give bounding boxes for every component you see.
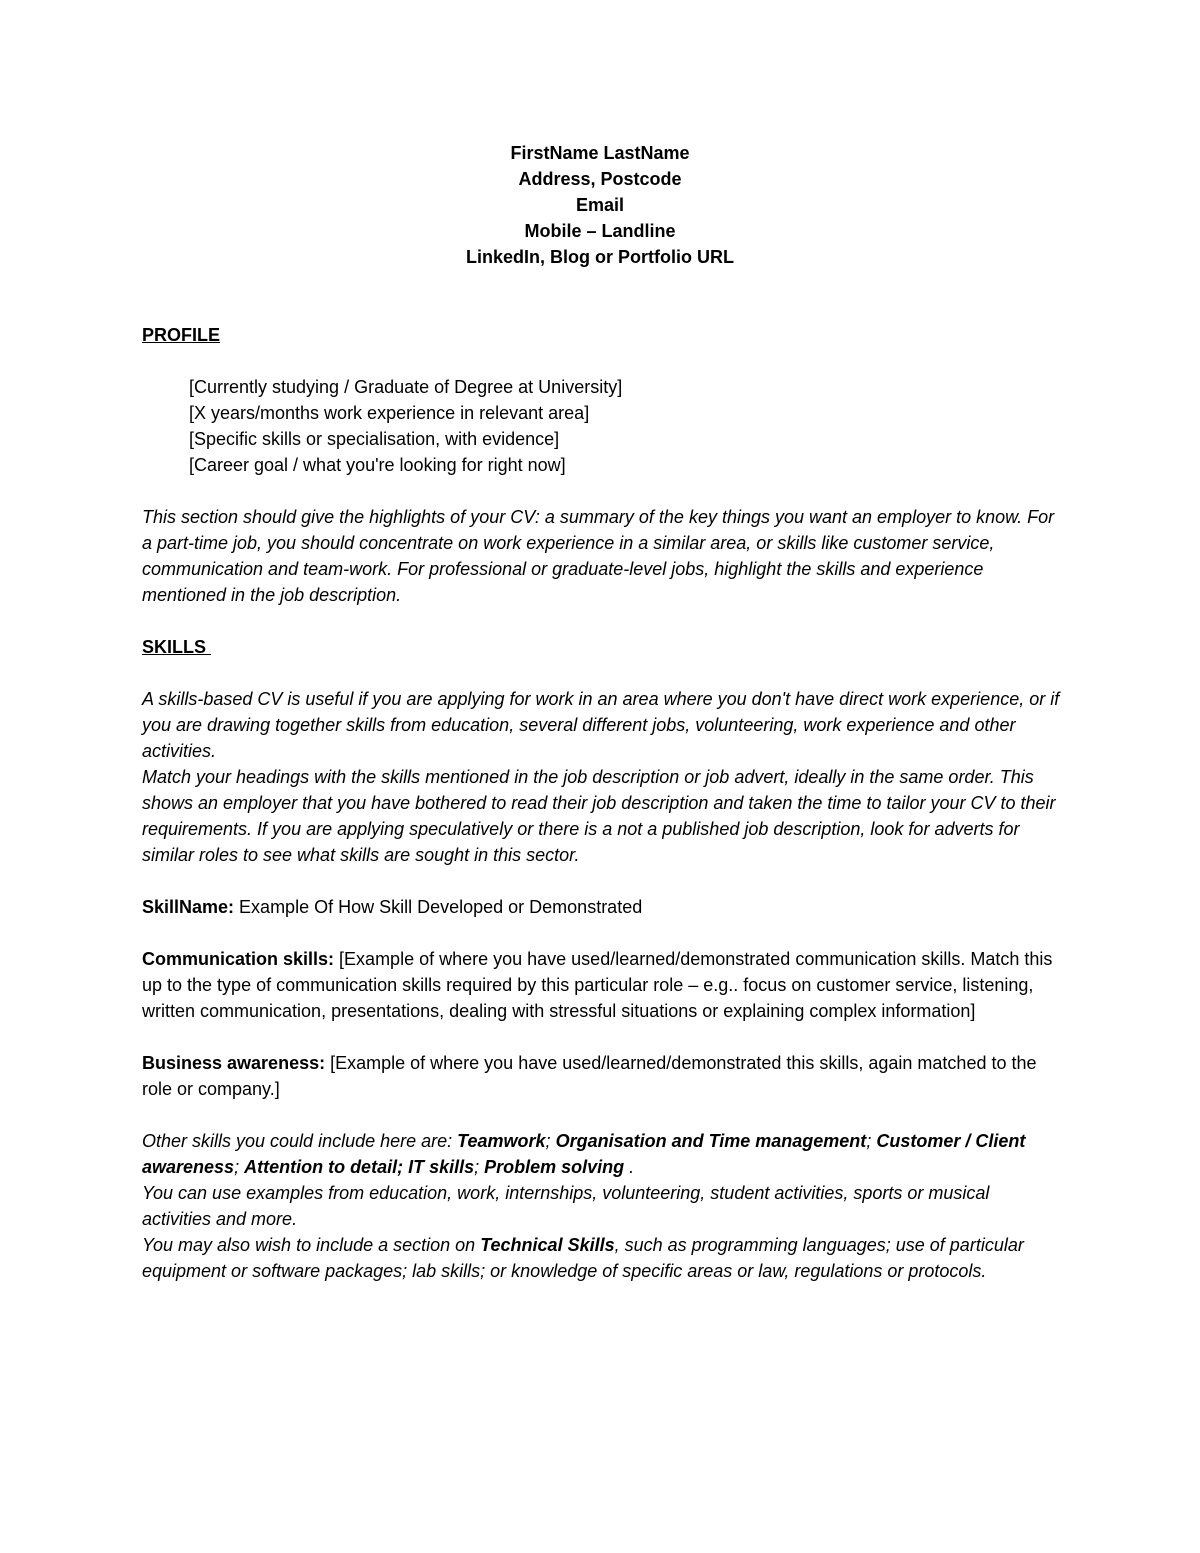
other-skills-intro: Other skills you could include here are: (142, 1131, 458, 1151)
skills-heading: SKILLS (142, 637, 212, 657)
other-skills-line (142, 1128, 1062, 1180)
profile-heading: PROFILE (142, 325, 221, 345)
skill-communication-label: Communication skills: (142, 949, 335, 969)
separator: ; (474, 1157, 485, 1177)
skill-communication-text: [Example of where you have used/learned/demonstrated communication skills. Match this up to the type of communication skills required by this particular role – e.g.. focus on customer service, listening, written communication, presentations, dealing with stressful situations or explaining complex information] (142, 949, 1053, 1021)
profile-item-study: [Currently studying / Graduate of Degree at University] (189, 377, 623, 397)
separator: ; (545, 1131, 556, 1151)
technical-intro: You may also wish to include a section on (142, 1235, 481, 1255)
candidate-address: Address, Postcode (518, 169, 682, 189)
spacer (142, 920, 1062, 946)
skill-template-label: SkillName: (142, 897, 235, 917)
candidate-phone: Mobile – Landline (524, 221, 676, 241)
skills-guidance-intro: A skills-based CV is useful if you are applying for work in an area where you don't have direct work experience, or if you are drawing together skills from education, several different jobs, volunteering, work experience and other activities. (142, 689, 1060, 761)
candidate-links: LinkedIn, Blog or Portfolio URL (466, 247, 734, 267)
skill-communication-entry (142, 946, 1062, 1024)
spacer (142, 270, 1062, 322)
technical-skills-line (142, 1232, 1062, 1284)
technical-skills-label: Technical Skills (480, 1235, 615, 1255)
skill-business-entry (142, 1050, 1062, 1102)
separator: ; (866, 1131, 877, 1151)
profile-list (142, 374, 1062, 478)
separator: ; (234, 1157, 245, 1177)
candidate-name: FirstName LastName (510, 143, 690, 163)
spacer (142, 660, 1062, 686)
candidate-email: Email (575, 195, 625, 215)
sentence-end: . (624, 1157, 635, 1177)
skill-template-text: Example Of How Skill Developed or Demonstrated (234, 897, 643, 917)
skill-business-label: Business awareness: (142, 1053, 326, 1073)
technical-rest: , such as programming languages; use of particular equipment or software packages; lab skills; or knowledge of specific areas or law, regulations or protocols. (142, 1235, 1024, 1281)
skills-guidance-matching: Match your headings with the skills mentioned in the job description or job advert, ideally in the same order. This shows an employer that you have bothered to read their job description and taken the time to tailor your CV to their requirements. If you are applying speculatively or there is a not a published job description, look for adverts for similar roles to see what skills are sought in this sector. (142, 767, 1056, 865)
other-skill-problem-solving: Problem solving (484, 1157, 625, 1177)
other-skill-attention-it: Attention to detail; IT skills (244, 1157, 475, 1177)
other-skill-organisation: Organisation and Time management (555, 1131, 867, 1151)
spacer (142, 1102, 1062, 1128)
spacer (142, 348, 1062, 374)
skill-business-text: [Example of where you have used/learned/demonstrated this skills, again matched to the role or company.] (142, 1053, 1037, 1099)
examples-line: You can use examples from education, work, internships, volunteering, student activities, sports or musical activities and more. (142, 1183, 990, 1229)
skill-template-entry (142, 894, 1062, 920)
other-skill-teamwork: Teamwork (457, 1131, 546, 1151)
cv-page (142, 140, 1062, 1284)
profile-guidance: This section should give the highlights of your CV: a summary of the key things you want an employer to know. For a part-time job, you should concentrate on work experience in a similar area, or skills like customer service, communication and team-work. For professional or graduate-level jobs, highlight the skills and experience mentioned in the job description. (142, 507, 1055, 605)
spacer (142, 478, 1062, 504)
cv-header (142, 140, 1058, 270)
spacer (142, 868, 1062, 894)
spacer (142, 608, 1062, 634)
other-skill-customer: Customer / Client awareness (142, 1131, 1026, 1177)
profile-item-specialisation: [Specific skills or specialisation, with evidence] (189, 429, 560, 449)
profile-item-career-goal: [Career goal / what you're looking for right now] (189, 455, 566, 475)
profile-item-experience: [X years/months work experience in relevant area] (189, 403, 590, 423)
spacer (142, 1024, 1062, 1050)
